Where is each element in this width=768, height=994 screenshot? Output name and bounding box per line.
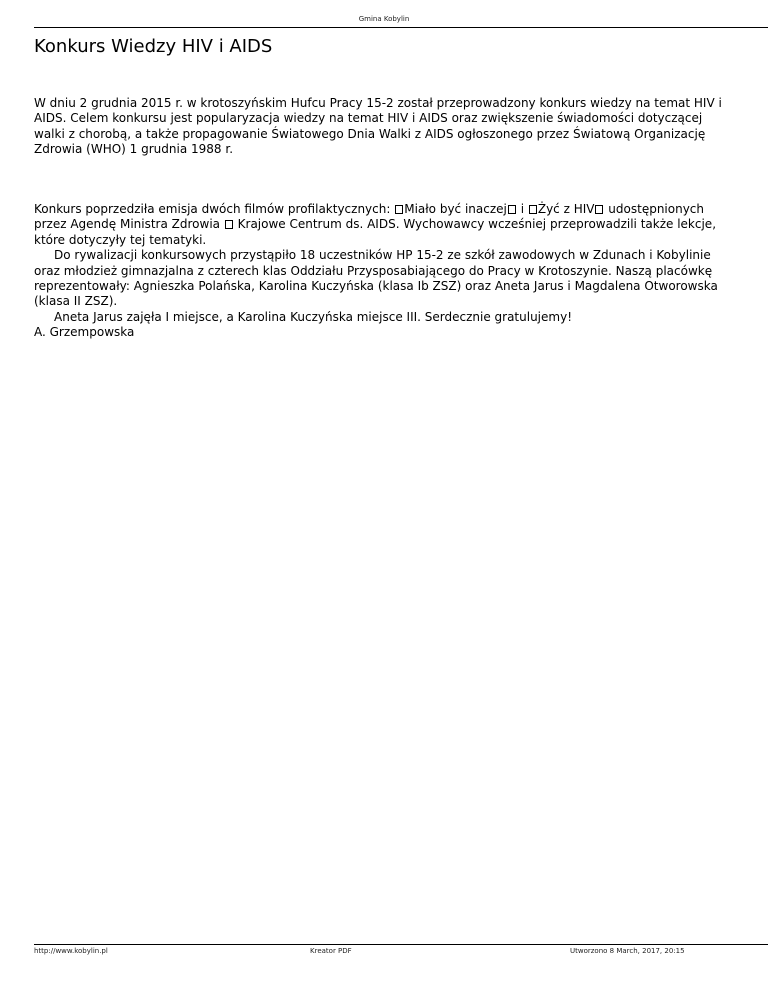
intro-paragraph: W dniu 2 grudnia 2015 r. w krotoszyńskim Hufcu Pracy 15-2 został przeprowadzony konkurs wiedzy na temat HIV i AIDS. Celem konkursu jest popularyzacja wiedzy na temat HIV i AIDS oraz zwiększenie świadomości dotyczącej walki z chorobą, a także propagowanie Światowego Dnia Walki z AIDS ogłoszonego przez Światową Organizację Zdrowia (WHO) 1 grudnia 1988 r. [34,96,722,157]
missing-glyph-icon [529,205,537,214]
article-body [34,202,734,341]
missing-glyph-icon [395,205,403,214]
missing-glyph-icon [508,205,516,214]
films-text-4: Krajowe Centrum ds. AIDS. Wychowawcy wcześniej przeprowadzili także lekcje, które dotyczyły tej tematyki. [34,217,717,247]
missing-glyph-icon [595,205,603,214]
films-text-1: Konkurs poprzedziła emisja dwóch filmów profilaktycznych: [34,202,395,216]
participants-paragraph: Do rywalizacji konkursowych przystąpiło 18 uczestników HP 15-2 ze szkół zawodowych w Zdunach i Kobylinie oraz młodzież gimnazjalna z czterech klas Oddziału Przysposabiającego do Pracy w Krotoszynie. Naszą placówkę reprezentowały: Agnieszka Polańska, Karolina Kuczyńska (klasa Ib ZSZ) oraz Aneta Jarus i Magdalena Otworowska (klasa II ZSZ). [34,248,718,309]
films-text-2: i [516,202,528,216]
page-title: Konkurs Wiedzy HIV i AIDS [34,36,273,57]
footer-url: http://www.kobylin.pl [34,947,108,955]
results-paragraph: Aneta Jarus zajęła I miejsce, a Karolina Kuczyńska miejsce III. Serdecznie gratulujemy! [54,309,573,324]
film-title-1: Miało być inaczej [404,202,507,216]
footer-created-date: Utworzono 8 March, 2017, 20:15 [570,947,685,955]
films-text-3: udostępnionych przez Agendę Ministra Zdrowia [34,202,705,232]
page-header-site-name: Gmina Kobylin [358,15,410,23]
footer-divider [34,944,768,945]
article-intro [34,96,734,158]
author-signature: A. Grzempowska [34,325,135,340]
film-title-2: Żyć z HIV [537,202,595,216]
footer-generator: Kreator PDF [310,947,352,955]
films-paragraph [34,202,734,248]
missing-glyph-icon [225,220,233,229]
header-divider [34,27,768,28]
